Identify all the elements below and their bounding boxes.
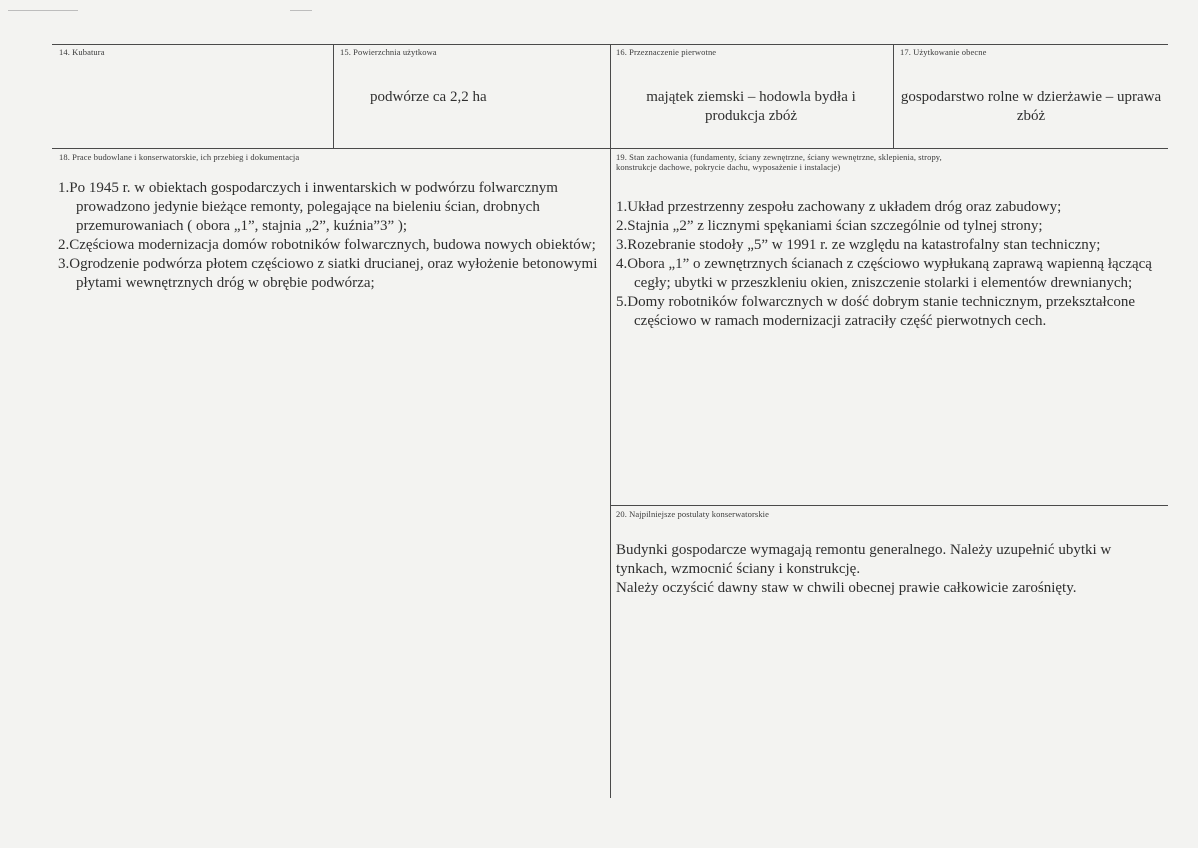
current-use-value: gospodarstwo rolne w dzierżawie – uprawa zbóż xyxy=(900,89,1162,124)
column-divider xyxy=(333,44,334,148)
works-label: 18. Prace budowlane i konserwatorskie, ich przebieg i dokumentacja xyxy=(59,152,300,162)
kubatura-label: 14. Kubatura xyxy=(59,47,105,57)
condition-label-line1: 19. Stan zachowania (fundamenty, ściany zewnętrzne, ściany wewnętrzne, sklepienia, stropy, xyxy=(616,152,942,162)
postulates-text xyxy=(616,541,1166,598)
condition-label-line2: konstrukcje dachowe, pokrycie dachu, wyposażenie i instalacje) xyxy=(616,162,841,172)
list-item: 4.Obora „1” o zewnętrznych ścianach z częściowo wypłukaną zaprawą wapienną łączącą cegły; ubytki w przeszkleniu okien, zniszczenie stolarki i elementów drewnianych; xyxy=(616,256,1152,291)
list-item: 3.Rozebranie stodoły „5” w 1991 r. ze względu na katastrofalny stan techniczny; xyxy=(616,237,1101,253)
works-list xyxy=(58,179,603,293)
postulates-line: Budynki gospodarcze wymagają remontu generalnego. Należy uzupełnić ubytki w tynkach, wzmocnić ściany i konstrukcję. xyxy=(616,542,1112,577)
original-purpose-value: majątek ziemski – hodowla bydła i produkcja zbóż xyxy=(646,89,856,124)
current-use-label: 17. Użytkowanie obecne xyxy=(900,47,987,57)
list-item: 1.Układ przestrzenny zespołu zachowany z układem dróg oraz zabudowy; xyxy=(616,199,1062,215)
list-item: 2.Częściowa modernizacja domów robotników folwarcznych, budowa nowych obiektów; xyxy=(58,237,596,253)
row-divider-right xyxy=(610,505,1168,506)
list-item: 5.Domy robotników folwarcznych w dość dobrym stanie technicznym, przekształcone częściowo w ramach modernizacji zatraciły część pierwotnych cech. xyxy=(616,294,1136,329)
usable-area-value: podwórze ca 2,2 ha xyxy=(370,89,487,105)
usable-area-label: 15. Powierzchnia użytkowa xyxy=(340,47,437,57)
postulates-line: Należy oczyścić dawny staw w chwili obecnej prawie całkowicie zarośnięty. xyxy=(616,580,1077,596)
top-edge-mark xyxy=(290,10,312,11)
list-item: 1.Po 1945 r. w obiektach gospodarczych i inwentarskich w podwórzu folwarcznym prowadzono jedynie bieżące remonty, polegające na bieleniu ścian, drobnych przemurowaniach ( obora „1”, stajnia „2”, kuźnia”3” ); xyxy=(58,180,558,234)
top-edge-mark xyxy=(8,10,78,11)
column-divider xyxy=(893,44,894,148)
column-divider-main xyxy=(610,44,611,798)
original-purpose-label: 16. Przeznaczenie pierwotne xyxy=(616,47,717,57)
list-item: 3.Ogrodzenie podwórza płotem częściowo z siatki drucianej, oraz wyłożenie betonowymi płytami wewnętrznych dróg w obrębie podwórza; xyxy=(58,256,598,291)
condition-list xyxy=(616,198,1161,331)
postulates-label: 20. Najpilniejsze postulaty konserwatorskie xyxy=(616,509,770,519)
list-item: 2.Stajnia „2” z licznymi spękaniami ścian szczególnie od tylnej strony; xyxy=(616,218,1043,234)
